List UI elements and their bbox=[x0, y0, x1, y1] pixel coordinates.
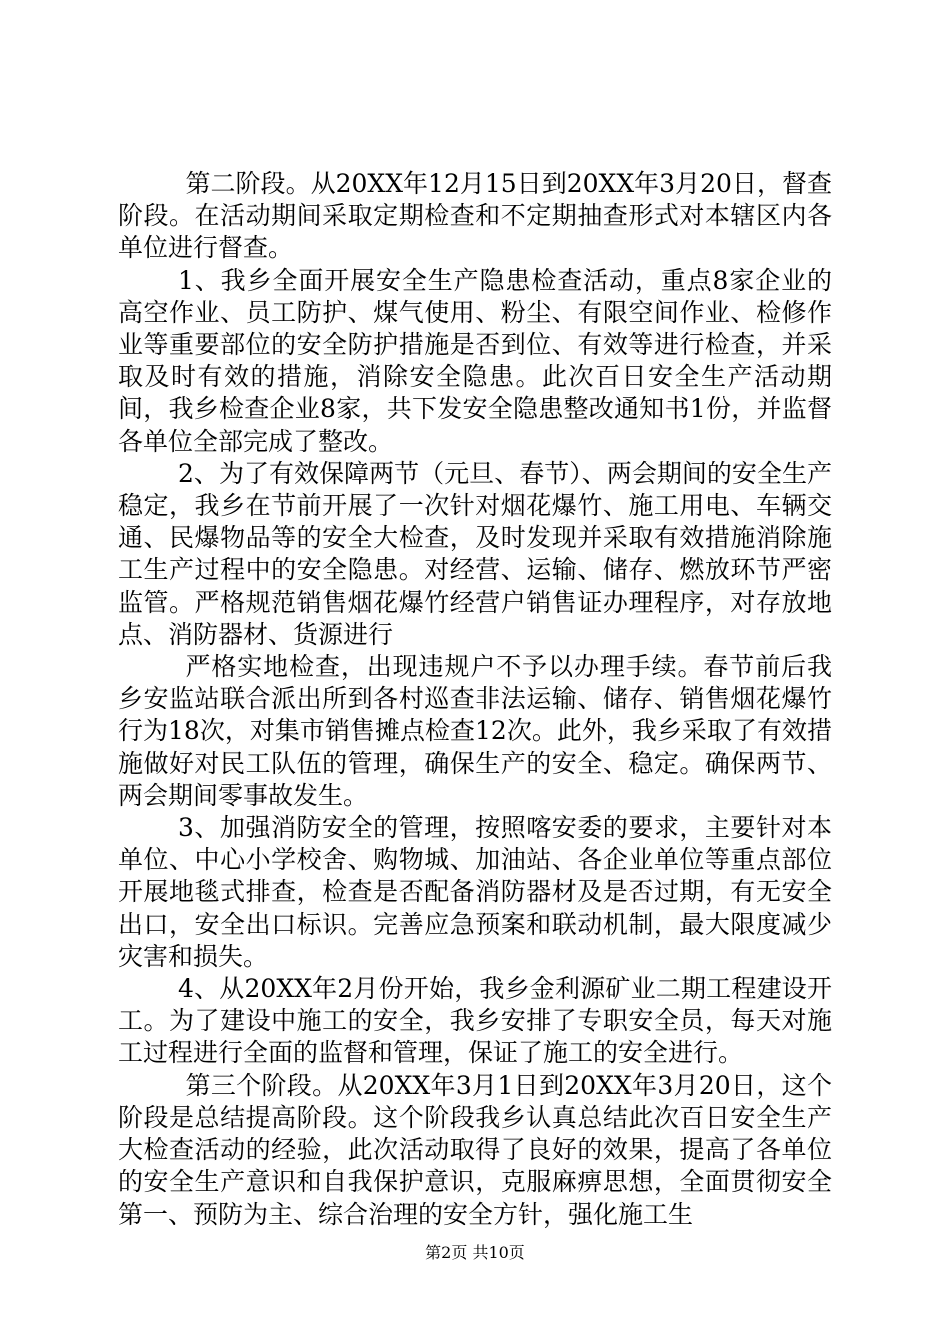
page-footer bbox=[0, 1243, 950, 1263]
paragraph-item-1: 1、我乡全面开展安全生产隐患检查活动，重点8家企业的高空作业、员工防护、煤气使用、粉尘、有限空间作业、检修作业等重要部位的安全防护措施是否到位、有效等进行检查，并采取及时有效的措施，消除安全隐患。此次百日安全生产活动期间，我乡检查企业8家，共下发安全隐患整改通知书1份，并监督各单位全部完成了整改。 bbox=[118, 265, 832, 456]
paragraph-stage-two: 第二阶段。从20XX年12月15日到20XX年3月20日，督查阶段。在活动期间采取定期检查和不定期抽查形式对本辖区内各单位进行督查。 bbox=[118, 169, 832, 263]
paragraph-item-2: 2、为了有效保障两节（元旦、春节）、两会期间的安全生产稳定，我乡在节前开展了一次针对烟花爆竹、施工用电、车辆交通、民爆物品等的安全大检查，及时发现并采取有效措施消除施工生产过程中的安全隐患。对经营、运输、储存、燃放环节严密监管。严格规范销售烟花爆竹经营户销售证办理程序，对存放地点、消防器材、货源进行 bbox=[118, 458, 832, 649]
paragraph-stage-three: 第三个阶段。从20XX年3月1日到20XX年3月20日，这个阶段是总结提高阶段。这个阶段我乡认真总结此次百日安全生产大检查活动的经验，此次活动取得了良好的效果，提高了各单位的安全生产意识和自我保护意识，克服麻痹思想，全面贯彻安全第一、预防为主、综合治理的安全方针，强化施工生 bbox=[118, 1070, 832, 1229]
page-number: 第2页 共10页 bbox=[425, 1243, 525, 1262]
paragraph-item-2-continued: 严格实地检查，出现违规户不予以办理手续。春节前后我乡安监站联合派出所到各村巡查非法运输、储存、销售烟花爆竹行为18次，对集市销售摊点检查12次。此外，我乡采取了有效措施做好对民工队伍的管理，确保生产的安全、稳定。确保两节、两会期间零事故发生。 bbox=[118, 652, 832, 810]
body-text bbox=[118, 168, 832, 1231]
paragraph-item-4: 4、从20XX年2月份开始，我乡金利源矿业二期工程建设开工。为了建设中施工的安全，我乡安排了专职安全员，每天对施工过程进行全面的监督和管理，保证了施工的安全进行。 bbox=[118, 974, 832, 1068]
paragraph-item-3: 3、加强消防安全的管理，按照喀安委的要求，主要针对本单位、中心小学校舍、购物城、加油站、各企业单位等重点部位开展地毯式排查，检查是否配备消防器材及是否过期，有无安全出口，安全出口标识。完善应急预案和联动机制，最大限度减少灾害和损失。 bbox=[118, 813, 832, 971]
